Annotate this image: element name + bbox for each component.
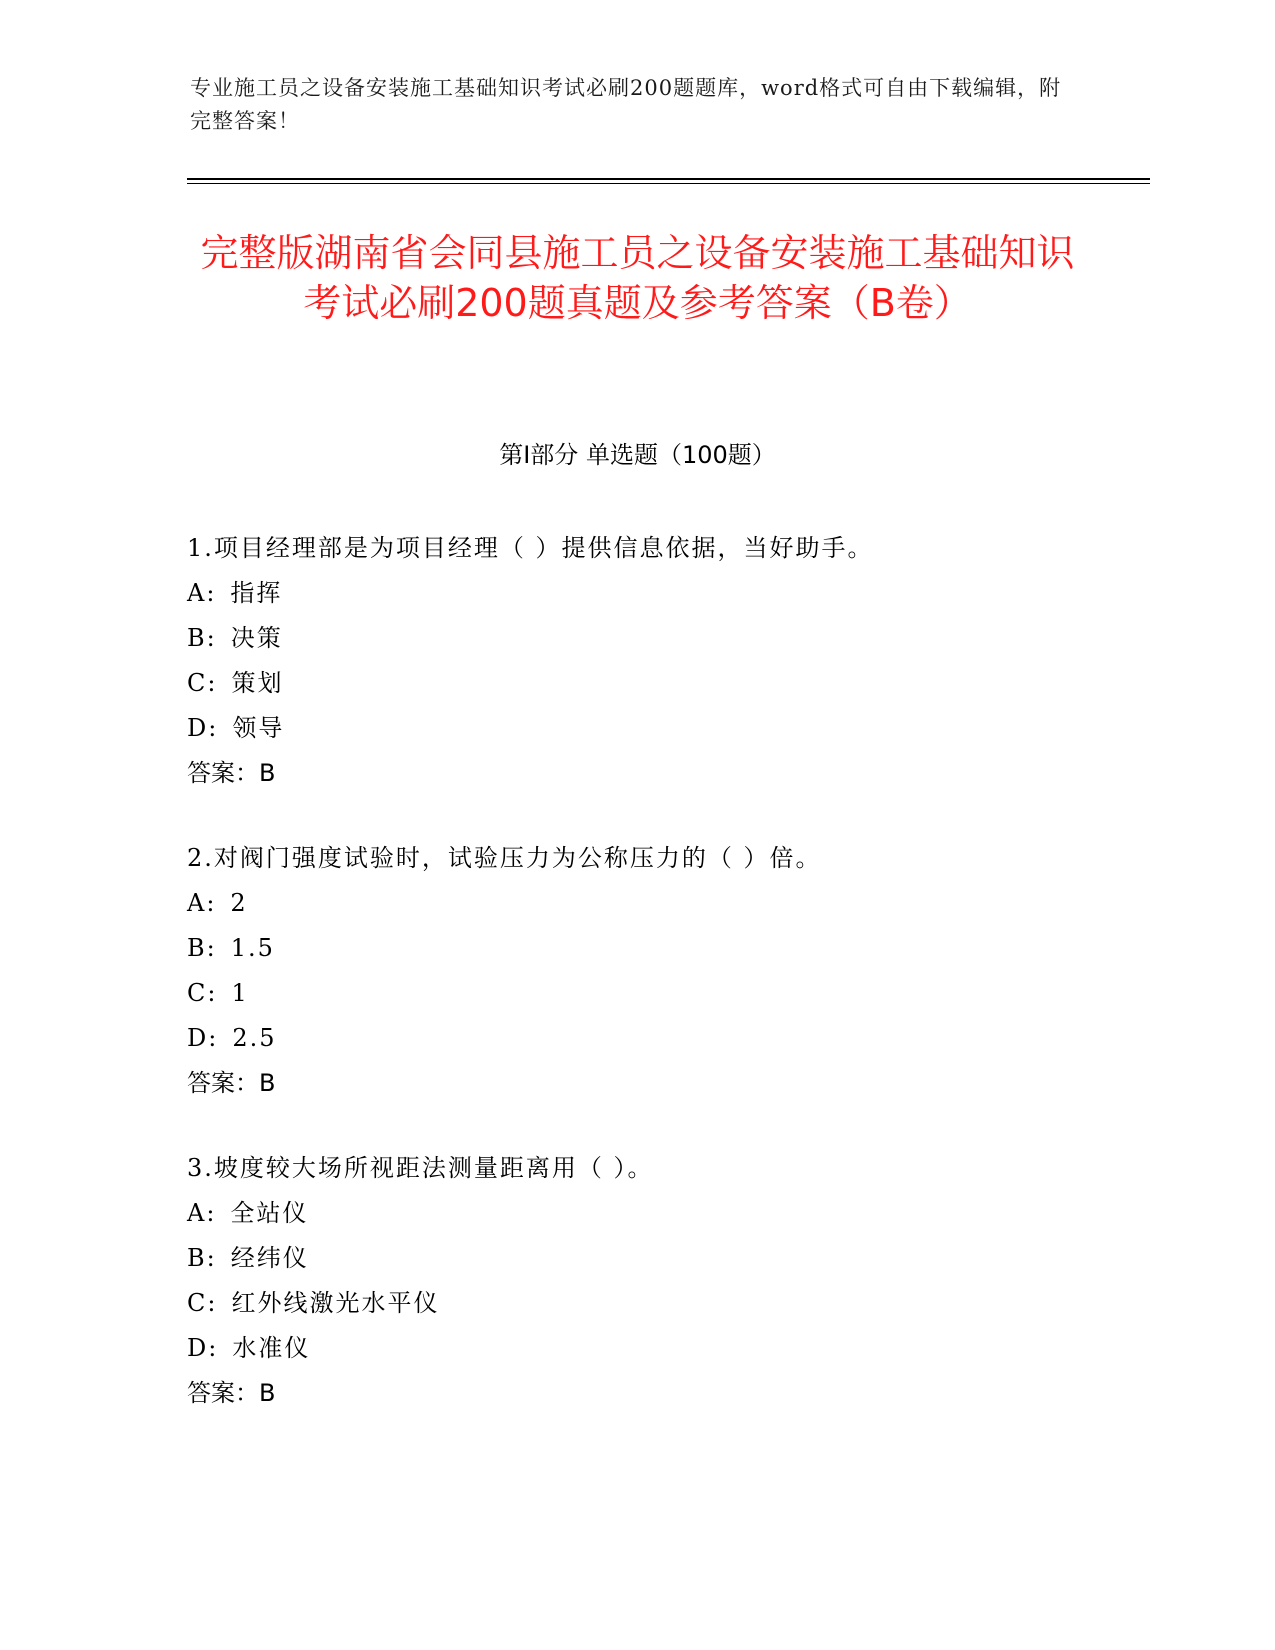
option-key: B: <box>187 934 217 962</box>
option-c <box>187 1281 1087 1326</box>
document-title: 完整版湖南省会同县施工员之设备安装施工基础知识考试必刷200题真题及参考答案（B卷） <box>200 231 1075 325</box>
option-d <box>187 706 1087 751</box>
question-stem: 1.项目经理部是为项目经理（ ）提供信息依据，当好助手。 <box>187 534 874 562</box>
question-stem: 3.坡度较大场所视距法测量距离用（ ）。 <box>187 1154 654 1182</box>
option-key: A: <box>187 889 217 917</box>
answer: 答案：B <box>187 1069 276 1097</box>
option-key: D: <box>187 1024 219 1052</box>
question-1 <box>187 526 1087 796</box>
option-key: C: <box>187 1289 218 1317</box>
option-text: 1.5 <box>230 934 275 962</box>
header-rule-thick <box>187 178 1150 180</box>
option-key: D: <box>187 714 219 742</box>
option-key: C: <box>187 979 218 1007</box>
header-rule-thin <box>187 183 1150 184</box>
option-b <box>187 926 1087 971</box>
option-text: 红外线激光水平仪 <box>231 1289 440 1317</box>
section-title: 第Ⅰ部分 单选题（100题） <box>499 441 776 469</box>
question-stem: 2.对阀门强度试验时，试验压力为公称压力的（ ）倍。 <box>187 844 822 872</box>
option-text: 2 <box>230 889 248 917</box>
option-key: B: <box>187 624 217 652</box>
option-text: 全站仪 <box>230 1199 309 1227</box>
option-text: 领导 <box>232 714 285 742</box>
answer: 答案：B <box>187 1379 276 1407</box>
option-d <box>187 1016 1087 1061</box>
option-a <box>187 1191 1087 1236</box>
option-d <box>187 1326 1087 1371</box>
option-text: 1 <box>231 979 249 1007</box>
option-text: 策划 <box>231 669 284 697</box>
option-a <box>187 571 1087 616</box>
option-c <box>187 661 1087 706</box>
answer: 答案：B <box>187 759 276 787</box>
option-b <box>187 1236 1087 1281</box>
option-key: C: <box>187 669 218 697</box>
question-list <box>187 526 1087 1456</box>
option-key: A: <box>187 1199 217 1227</box>
option-key: A: <box>187 579 217 607</box>
option-text: 指挥 <box>230 579 283 607</box>
option-text: 2.5 <box>232 1024 277 1052</box>
option-b <box>187 616 1087 661</box>
option-c <box>187 971 1087 1016</box>
header-note: 专业施工员之设备安装施工基础知识考试必刷200题题库，word格式可自由下载编辑，附完整答案！ <box>190 76 1062 133</box>
option-text: 水准仪 <box>232 1334 311 1362</box>
option-key: B: <box>187 1244 217 1272</box>
option-text: 决策 <box>230 624 283 652</box>
option-a <box>187 881 1087 926</box>
option-key: D: <box>187 1334 219 1362</box>
question-3 <box>187 1146 1087 1416</box>
question-2 <box>187 836 1087 1106</box>
option-text: 经纬仪 <box>230 1244 309 1272</box>
